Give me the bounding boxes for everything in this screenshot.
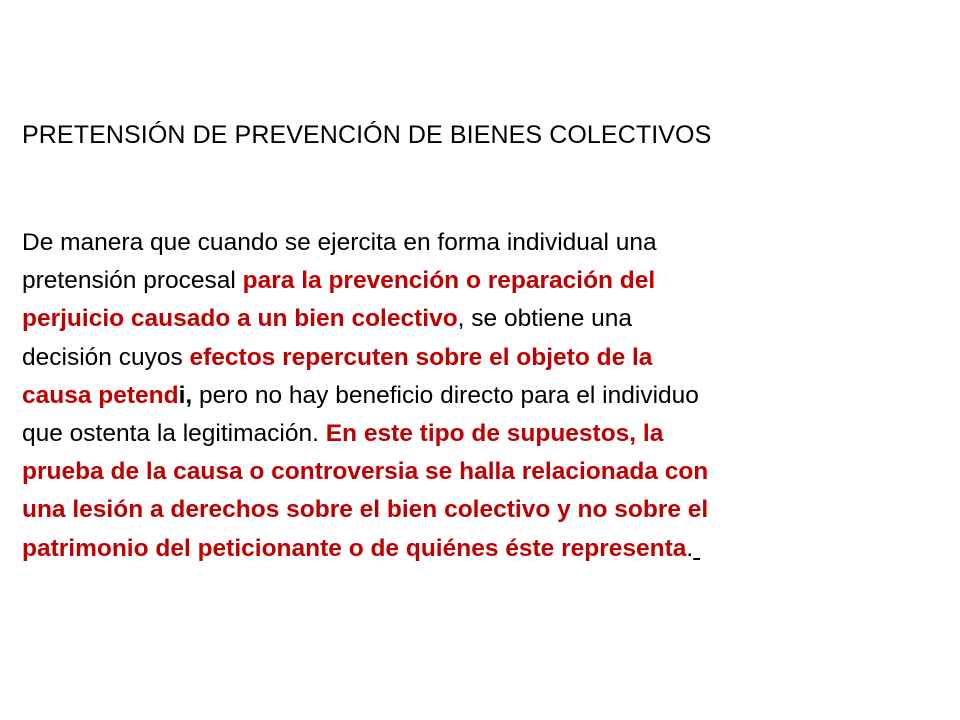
line-2-plain: pretensión procesal — [22, 267, 243, 295]
line-9-trailing — [693, 535, 700, 562]
line-7-emphasis: prueba de la causa o controversia se halla relacionada con — [22, 458, 709, 486]
paragraph-line-4 — [22, 339, 927, 377]
line-5-plain: pero no hay beneficio directo para el individuo — [192, 381, 699, 409]
line-2-emphasis: para la prevención o reparación del — [242, 267, 656, 295]
paragraph-line-8 — [22, 491, 927, 529]
paragraph-line-1 — [22, 224, 927, 262]
paragraph-line-9 — [22, 530, 927, 568]
line-5-emphasis: causa petend — [22, 381, 179, 409]
line-3-emphasis: perjuicio causado a un bien colectivo — [22, 305, 458, 333]
line-4-plain: decisión cuyos — [22, 343, 190, 371]
line-6-emphasis: En este tipo de supuestos, la — [325, 419, 664, 447]
line-8-emphasis: una lesión a derechos sobre el bien colectivo y no sobre el — [22, 496, 709, 524]
line-1-text: De manera que cuando se ejercita en forma individual una — [22, 229, 657, 256]
slide-title: PRETENSIÓN DE PREVENCIÓN DE BIENES COLECTIVOS — [22, 121, 712, 149]
paragraph-line-5 — [22, 377, 927, 415]
line-4-emphasis: efectos repercuten sobre el objeto de la — [189, 343, 653, 371]
paragraph-line-2 — [22, 262, 927, 300]
line-9-plain: . — [686, 534, 694, 562]
body-paragraph — [22, 224, 927, 568]
paragraph-line-3 — [22, 300, 927, 338]
line-9-emphasis: patrimonio del peticionante o de quiénes éste representa — [22, 534, 687, 562]
paragraph-line-6 — [22, 415, 927, 453]
paragraph-line-7 — [22, 453, 927, 491]
line-5-bold: i, — [178, 381, 193, 409]
line-3-plain: , se obtiene una — [457, 305, 633, 333]
line-6-plain: que ostenta la legitimación. — [22, 419, 326, 447]
